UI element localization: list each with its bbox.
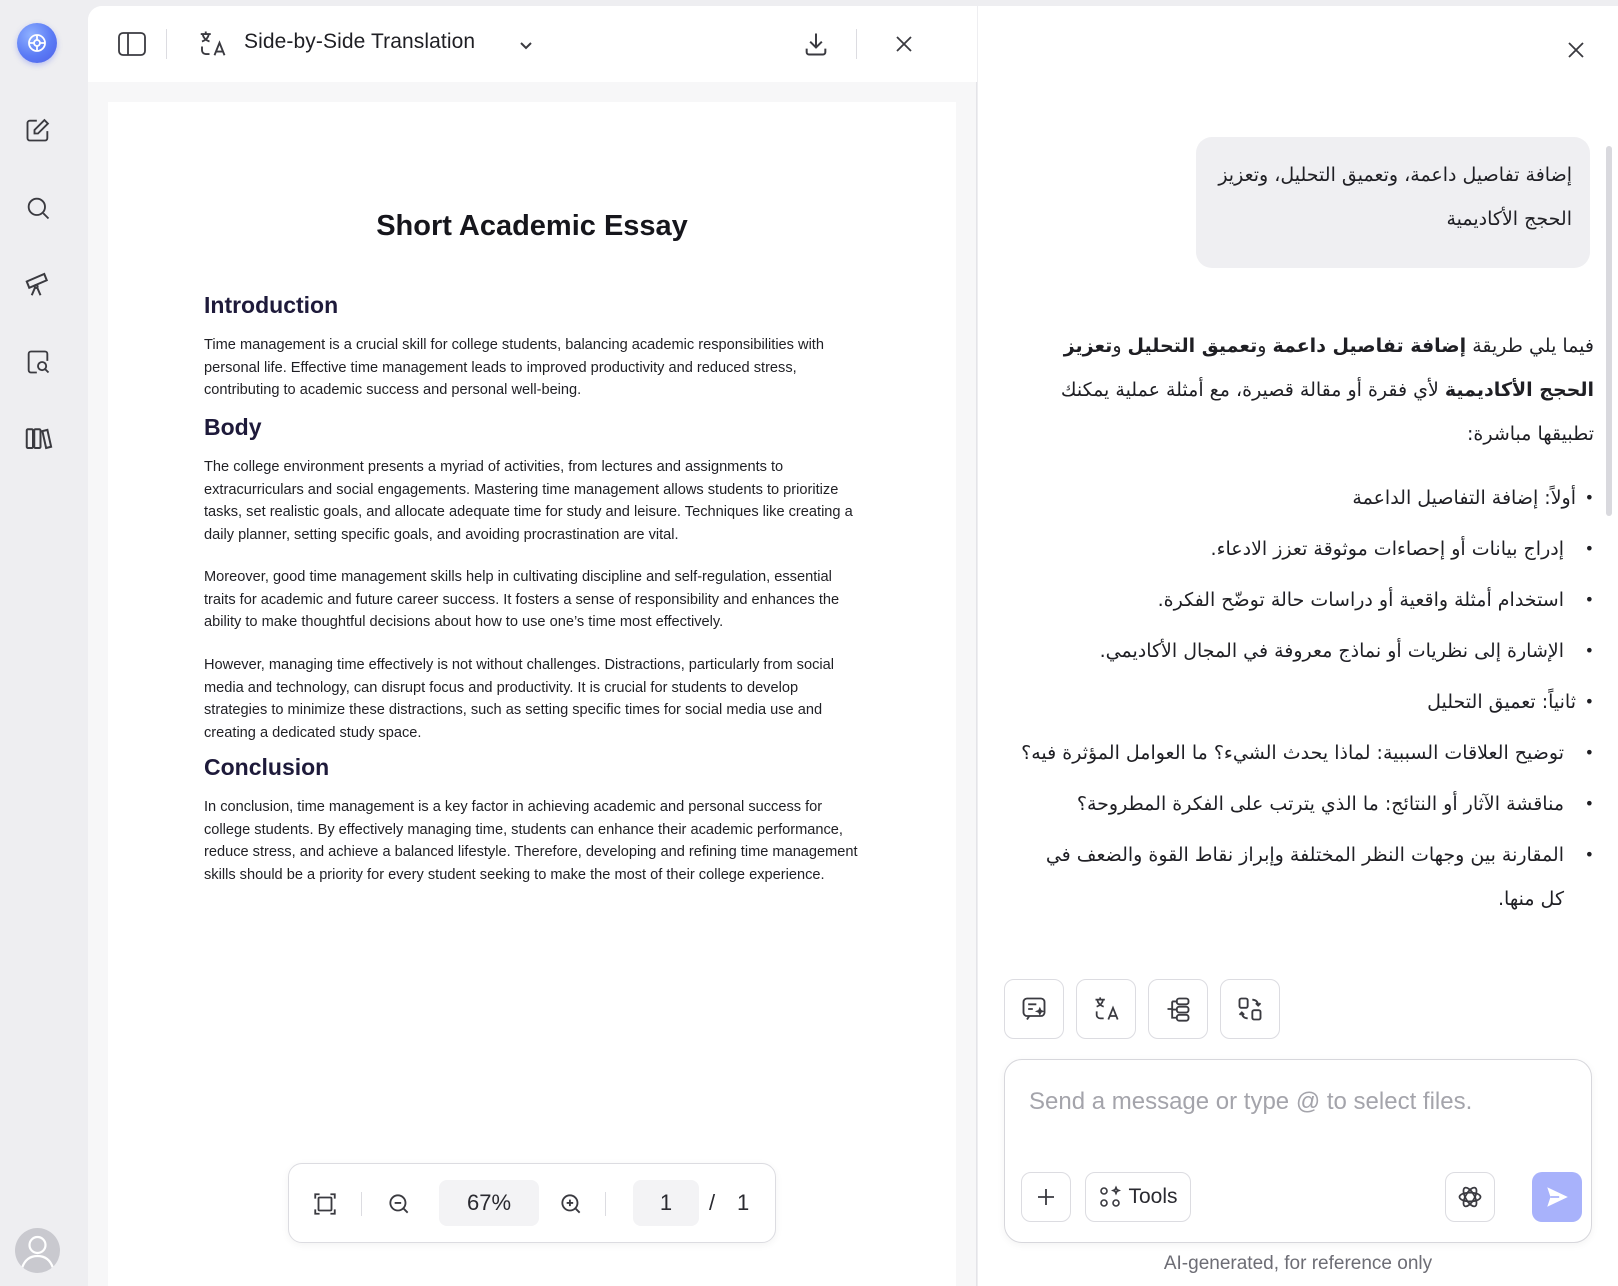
convert-icon[interactable] <box>1220 979 1280 1039</box>
list-item: • المقارنة بين وجهات النظر المختلفة وإبراز نقاط القوة والضعف في كل منها. <box>1018 833 1594 921</box>
user-message: إضافة تفاصيل داعمة، وتعميق التحليل، وتعزيز الحجج الأكاديمية <box>1196 137 1590 268</box>
app-logo-icon[interactable] <box>17 23 57 63</box>
intro-bold-3: تعزيز الحجج الأكاديمية <box>1063 335 1594 401</box>
message-input[interactable] <box>1029 1088 1569 1116</box>
send-icon <box>1544 1184 1570 1210</box>
atom-icon <box>1456 1183 1484 1211</box>
intro-bold-2: تعميق التحليل <box>1127 335 1258 357</box>
intro-text-1: فيما يلي طريقة <box>1466 335 1594 357</box>
translate-action-icon[interactable] <box>1076 979 1136 1039</box>
model-selector-button[interactable] <box>1445 1172 1495 1222</box>
chevron-down-icon[interactable] <box>512 32 540 60</box>
section-paragraph-body-3: However, managing time effectively is not without challenges. Distractions, particularly from social media and technology, can disrupt focus and productivity. It is crucial for students to develop strategies to minimize these distractions, such as setting specific times for social media use and creating a dedicated study space. <box>204 657 834 741</box>
send-button[interactable] <box>1532 1172 1582 1222</box>
close-icon[interactable] <box>886 26 922 62</box>
sidebar-toggle-icon[interactable] <box>112 26 152 62</box>
section-paragraph-body-2: Moreover, good time management skills help in cultivating discipline and self-regulation, essential traits for academic and future career success. It fosters a sense of responsibility and enhances the ability to make thoughtful decisions about how to use one’s time most effectively. <box>204 569 840 630</box>
list-item: • الإشارة إلى نظريات أو نماذج معروفة في المجال الأكاديمي. <box>1018 629 1594 673</box>
section-heading-conclusion: Conclusion <box>204 754 330 780</box>
document-page <box>108 102 956 1286</box>
telescope-icon[interactable] <box>20 266 56 302</box>
zoom-divider <box>361 1192 362 1216</box>
list-item: • استخدام أمثلة واقعية أو دراسات حالة توضّح الفكرة. <box>1018 578 1594 622</box>
assistant-list <box>1018 476 1594 928</box>
intro-text-3: و <box>1112 335 1128 357</box>
chat-panel <box>978 6 1618 1286</box>
mindmap-icon[interactable] <box>1148 979 1208 1039</box>
search-icon[interactable] <box>20 190 56 226</box>
library-icon[interactable] <box>20 420 56 456</box>
download-icon[interactable] <box>798 26 834 62</box>
total-pages: 1 <box>737 1190 750 1215</box>
page-title[interactable]: Side-by-Side Translation <box>244 30 476 53</box>
intro-text-2: و <box>1257 335 1273 357</box>
message-composer <box>1004 1059 1592 1243</box>
intro-text-4: لأي فقرة أو مقالة قصيرة، مع أمثلة عملية يمكنك تطبيقها مباشرة: <box>1060 379 1594 445</box>
assistant-intro <box>1018 324 1594 456</box>
essay-title: Short Academic Essay <box>376 210 688 242</box>
add-attachment-button[interactable] <box>1021 1172 1071 1222</box>
zoom-out-icon[interactable] <box>379 1184 419 1224</box>
user-avatar[interactable] <box>15 1228 60 1273</box>
zoom-level[interactable]: 67% <box>439 1180 539 1226</box>
section-heading-body: Body <box>204 414 262 440</box>
ai-disclaimer: AI-generated, for reference only <box>1163 1253 1433 1274</box>
current-page-input[interactable]: 1 <box>633 1180 699 1226</box>
translate-icon <box>196 26 228 62</box>
new-chat-icon[interactable] <box>20 112 56 148</box>
fit-page-icon[interactable] <box>305 1184 345 1224</box>
list-item: • مناقشة الآثار أو النتائج: ما الذي يترتب على الفكرة المطروحة؟ <box>1018 782 1594 826</box>
header-divider <box>166 29 167 59</box>
list-item: • ثانياً: تعميق التحليل <box>1018 680 1594 724</box>
list-item: • إدراج بيانات أو إحصاءات موثوقة تعزز الادعاء. <box>1018 527 1594 571</box>
section-paragraph-conclusion: In conclusion, time management is a key factor in achieving academic and personal success for college students. By effectively managing time, students can enhance their academic performance, reduce stress, and achieve a balanced lifestyle. Therefore, developing and refining time management skills should be a priority for every student seeking to make the most of their college experience. <box>204 799 858 883</box>
page-separator: / <box>709 1190 716 1215</box>
section-heading-introduction: Introduction <box>204 292 339 318</box>
zoom-in-icon[interactable] <box>551 1184 591 1224</box>
doc-search-icon[interactable] <box>20 344 56 380</box>
close-chat-icon[interactable] <box>1556 30 1596 70</box>
tools-icon <box>1098 1185 1122 1209</box>
ai-summary-icon[interactable] <box>1004 979 1064 1039</box>
tools-button[interactable] <box>1085 1172 1191 1222</box>
left-rail <box>0 0 88 1286</box>
section-paragraph-introduction: Time management is a crucial skill for college students, balancing academic responsibilities with personal life. Effective time management leads to improved productivity and reduced stress, contributing to academic success and personal well-being. <box>204 337 824 398</box>
page-divider <box>605 1192 606 1216</box>
list-item: • أولاً: إضافة التفاصيل الداعمة <box>1018 476 1594 520</box>
header-divider-2 <box>856 29 857 59</box>
document-header <box>88 6 977 82</box>
section-paragraph-body-1: The college environment presents a myriad of activities, from lectures and assignments to extracurriculars and social engagements. Mastering time management allows students to prioritize tasks, set realistic goals, and allocate adequate time for study and leisure. Techniques like creating a daily planner, setting specific goals, and avoiding procrastination are vital. <box>204 459 853 543</box>
tools-label: Tools <box>1128 1185 1178 1208</box>
list-item: • توضيح العلاقات السببية: لماذا يحدث الشيء؟ ما العوامل المؤثرة فيه؟ <box>1018 731 1594 775</box>
zoom-toolbar <box>288 1163 776 1243</box>
document-panel <box>88 6 977 1286</box>
intro-bold-1: إضافة تفاصيل داعمة <box>1272 335 1467 357</box>
scrollbar[interactable] <box>1606 146 1612 516</box>
